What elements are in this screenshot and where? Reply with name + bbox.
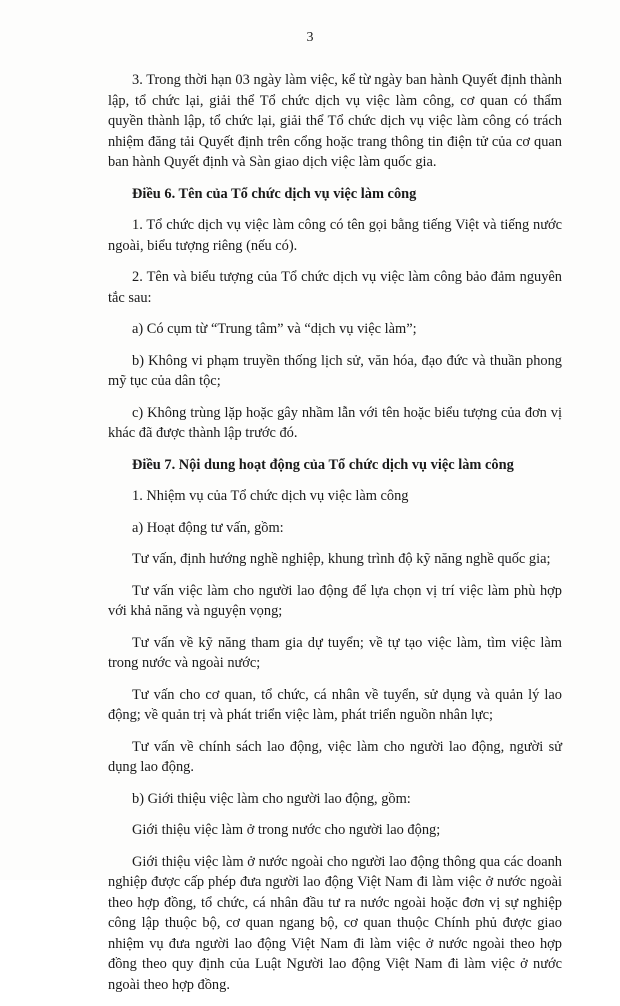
list-item-advice-job: Tư vấn việc làm cho người lao động để lựa chọn vị trí việc làm phù hợp với khả năng và nguyện vọng; (108, 582, 562, 619)
paragraph-clause-3: 3. Trong thời hạn 03 ngày làm việc, kể từ ngày ban hành Quyết định thành lập, tổ chức lại, giải thể Tổ chức dịch vụ việc làm công, cơ quan có thẩm quyền thành lập, tổ chức lại, giải thể Tổ chức dịch vụ việc làm công có trách nhiệm đăng tải Quyết định trên cổng hoặc trang thông tin điện tử của cơ quan ban hành Quyết định và Sàn giao dịch việc làm quốc gia. (108, 72, 562, 170)
article-7-heading: Điều 7. Nội dung hoạt động của Tổ chức dịch vụ việc làm công (132, 456, 514, 473)
paragraph-6-1: 1. Tổ chức dịch vụ việc làm công có tên gọi bằng tiếng Việt và tiếng nước ngoài, biểu tượng riêng (nếu có). (108, 217, 562, 254)
paragraph-6-2-c: c) Không trùng lặp hoặc gây nhầm lẫn với tên hoặc biểu tượng của đơn vị khác đã được thành lập trước đó. (108, 404, 562, 441)
paragraph-6-2-a: a) Có cụm từ “Trung tâm” và “dịch vụ việc làm”; (132, 321, 417, 337)
list-item-domestic-jobs: Giới thiệu việc làm ở trong nước cho người lao động; (132, 822, 441, 838)
list-item-advice-career: Tư vấn, định hướng nghề nghiệp, khung trình độ kỹ năng nghề quốc gia; (132, 551, 551, 567)
paragraph-7-1-a: a) Hoạt động tư vấn, gồm: (132, 519, 284, 536)
list-item-advice-organizations: Tư vấn cho cơ quan, tổ chức, cá nhân về tuyển, sử dụng và quản lý lao động; về quản trị và phát triển việc làm, phát triển nguồn nhân lực; (108, 686, 562, 723)
paragraph-7-1-b: b) Giới thiệu việc làm cho người lao động, gồm: (132, 790, 411, 807)
page-number: 3 (306, 30, 314, 45)
paragraph-7-1: 1. Nhiệm vụ của Tổ chức dịch vụ việc làm công (132, 488, 409, 504)
paragraph-6-2-b: b) Không vi phạm truyền thống lịch sử, văn hóa, đạo đức và thuần phong mỹ tục của dân tộc; (108, 352, 562, 389)
list-item-overseas-jobs: Giới thiệu việc làm ở nước ngoài cho người lao động thông qua các doanh nghiệp được cấp phép đưa người lao động Việt Nam đi làm việc ở nước ngoài theo hợp đồng, tổ chức, cá nhân đầu tư ra nước ngoài hoặc đơn vị sự nghiệp công lập thuộc bộ, cơ quan ngang bộ, cơ quan thuộc Chính phủ được giao nhiệm vụ đưa người lao động Việt Nam đi làm việc ở nước ngoài theo hợp đồng theo quy định của Luật Người lao động Việt Nam đi làm việc ở nước ngoài theo hợp đồng. (108, 853, 562, 993)
list-item-advice-skills: Tư vấn về kỹ năng tham gia dự tuyển; về tự tạo việc làm, tìm việc làm trong nước và ngoài nước; (108, 634, 562, 671)
paragraph-6-2: 2. Tên và biểu tượng của Tổ chức dịch vụ việc làm công bảo đảm nguyên tắc sau: (108, 269, 562, 306)
article-6-heading: Điều 6. Tên của Tổ chức dịch vụ việc làm công (132, 185, 417, 202)
document-body (108, 70, 562, 1006)
list-item-advice-policy: Tư vấn về chính sách lao động, việc làm cho người lao động, người sử dụng lao động. (108, 738, 562, 775)
